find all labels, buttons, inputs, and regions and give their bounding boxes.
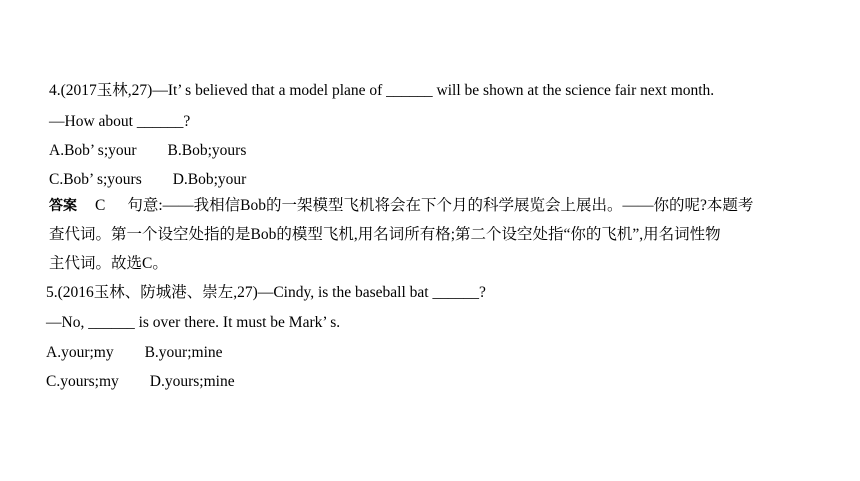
q4-stem: 4.(2017玉林,27)—It’ s believed that a model plane of ______ will be shown at the science fair next month. xyxy=(49,82,715,99)
q4-options-row2: C.Bob’ s;yours D.Bob;your xyxy=(49,171,247,188)
explanation-line-2: 查代词。第一个设空处指的是Bob的模型飞机,用名词所有格;第二个设空处指“你的飞机”,用名词性物 xyxy=(49,226,721,243)
q4-answer-line xyxy=(49,196,753,216)
answer-letter: C xyxy=(95,197,106,214)
q4-options-row1: A.Bob’ s;your B.Bob;yours xyxy=(49,142,247,159)
q4-reply: —How about ______? xyxy=(49,113,191,130)
explanation-line-1: 句意:——我相信Bob的一架模型飞机将会在下个月的科学展览会上展出。——你的呢?本题考 xyxy=(127,197,754,214)
q5-options-row1: A.your;my B.your;mine xyxy=(46,344,223,361)
explanation-line-3: 主代词。故选C。 xyxy=(49,255,168,272)
q5-reply: —No, ______ is over there. It must be Mark’ s. xyxy=(46,314,341,331)
answer-label: 答案 xyxy=(49,198,77,214)
q5-stem: 5.(2016玉林、防城港、崇左,27)—Cindy, is the baseball bat ______? xyxy=(46,284,486,301)
q5-options-row2: C.yours;my D.yours;mine xyxy=(46,373,235,390)
